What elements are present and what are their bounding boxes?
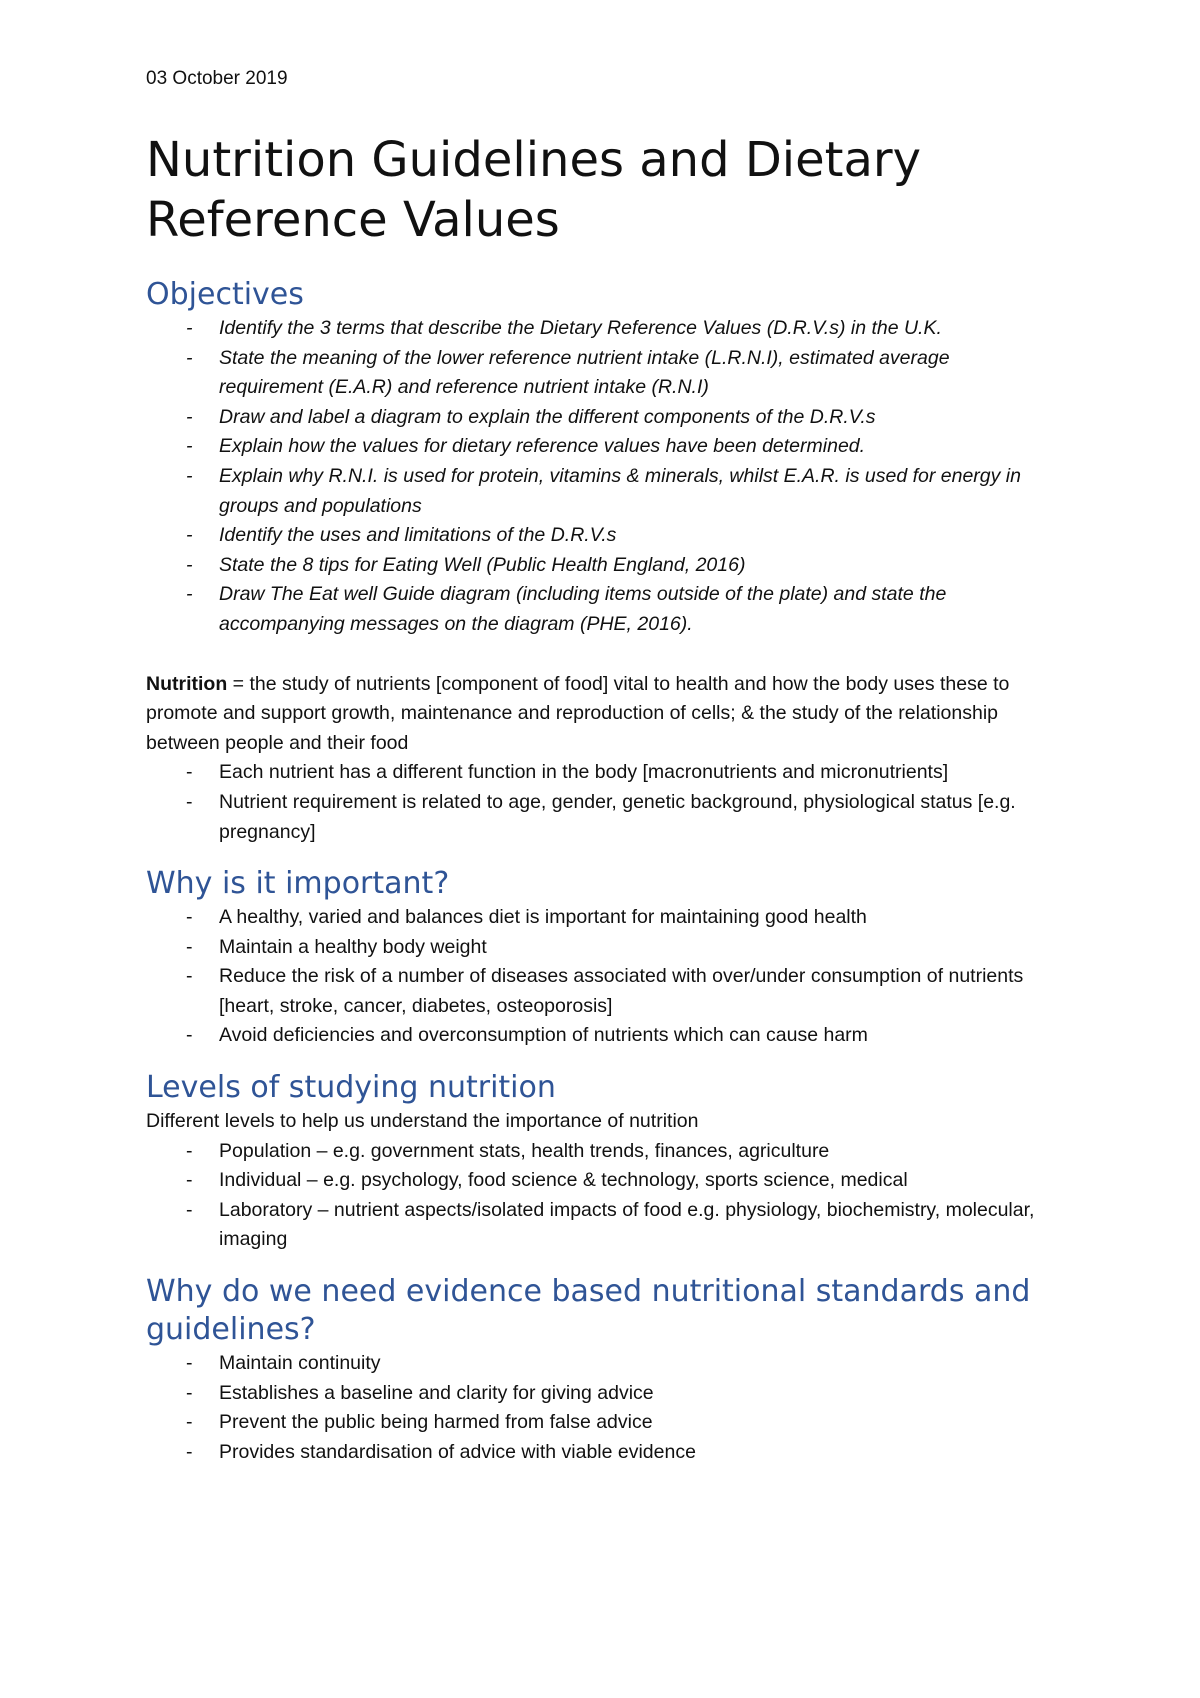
nutrition-definition <box>146 670 1056 759</box>
list-item: - State the 8 tips for Eating Well (Public Health England, 2016) <box>146 551 1056 581</box>
list-item: - Provides standardisation of advice with viable evidence <box>146 1438 1056 1468</box>
list-item: - Reduce the risk of a number of diseases associated with over/under consumption of nutrients [heart, stroke, cancer, diabetes, osteoporosis] <box>146 962 1056 1021</box>
list-item: - Maintain continuity <box>146 1349 1056 1379</box>
levels-heading: Levels of studying nutrition <box>146 1070 556 1106</box>
list-item: - Individual – e.g. psychology, food science & technology, sports science, medical <box>146 1166 1056 1196</box>
why-important-heading: Why is it important? <box>146 866 450 902</box>
list-item: - Population – e.g. government stats, health trends, finances, agriculture <box>146 1137 1056 1167</box>
list-item: - Maintain a healthy body weight <box>146 933 1056 963</box>
evidence-heading: Why do we need evidence based nutritional standards and guidelines? <box>146 1274 1031 1348</box>
list-item: - Nutrient requirement is related to age, gender, genetic background, physiological status [e.g. pregnancy] <box>146 788 1056 847</box>
objectives-list <box>146 314 1056 640</box>
evidence-list <box>146 1349 1056 1467</box>
nutrition-list <box>146 758 1056 847</box>
list-item: - A healthy, varied and balances diet is important for maintaining good health <box>146 903 1056 933</box>
document-date: 03 October 2019 <box>146 68 288 89</box>
list-item: - Establishes a baseline and clarity for giving advice <box>146 1379 1056 1409</box>
list-item: - Identify the 3 terms that describe the Dietary Reference Values (D.R.V.s) in the U.K. <box>146 314 1056 344</box>
list-item: - Avoid deficiencies and overconsumption of nutrients which can cause harm <box>146 1021 1056 1051</box>
list-item: - Draw The Eat well Guide diagram (including items outside of the plate) and state the accompanying messages on the diagram (PHE, 2016). <box>146 580 1056 639</box>
nutrition-definition-text: = the study of nutrients [component of food] vital to health and how the body uses these to promote and support growth, maintenance and reproduction of cells; & the study of the relationship between people and their food <box>146 672 1010 754</box>
levels-intro: Different levels to help us understand the importance of nutrition <box>146 1110 699 1133</box>
nutrition-term: Nutrition <box>146 672 228 695</box>
list-item: - Prevent the public being harmed from false advice <box>146 1408 1056 1438</box>
list-item: - Explain why R.N.I. is used for protein, vitamins & minerals, whilst E.A.R. is used for energy in groups and populations <box>146 462 1056 521</box>
levels-list <box>146 1137 1056 1255</box>
list-item: - State the meaning of the lower reference nutrient intake (L.R.N.I), estimated average requirement (E.A.R) and reference nutrient intake (R.N.I) <box>146 344 1056 403</box>
list-item: - Laboratory – nutrient aspects/isolated impacts of food e.g. physiology, biochemistry, molecular, imaging <box>146 1196 1056 1255</box>
list-item: - Draw and label a diagram to explain the different components of the D.R.V.s <box>146 403 1056 433</box>
list-item: - Explain how the values for dietary reference values have been determined. <box>146 432 1056 462</box>
objectives-heading: Objectives <box>146 277 304 312</box>
document-title: Nutrition Guidelines and Dietary Reference Values <box>146 132 922 248</box>
document-page <box>146 68 1056 1467</box>
why-important-list <box>146 903 1056 1051</box>
list-item: - Identify the uses and limitations of the D.R.V.s <box>146 521 1056 551</box>
list-item: - Each nutrient has a different function in the body [macronutrients and micronutrients] <box>146 758 1056 788</box>
